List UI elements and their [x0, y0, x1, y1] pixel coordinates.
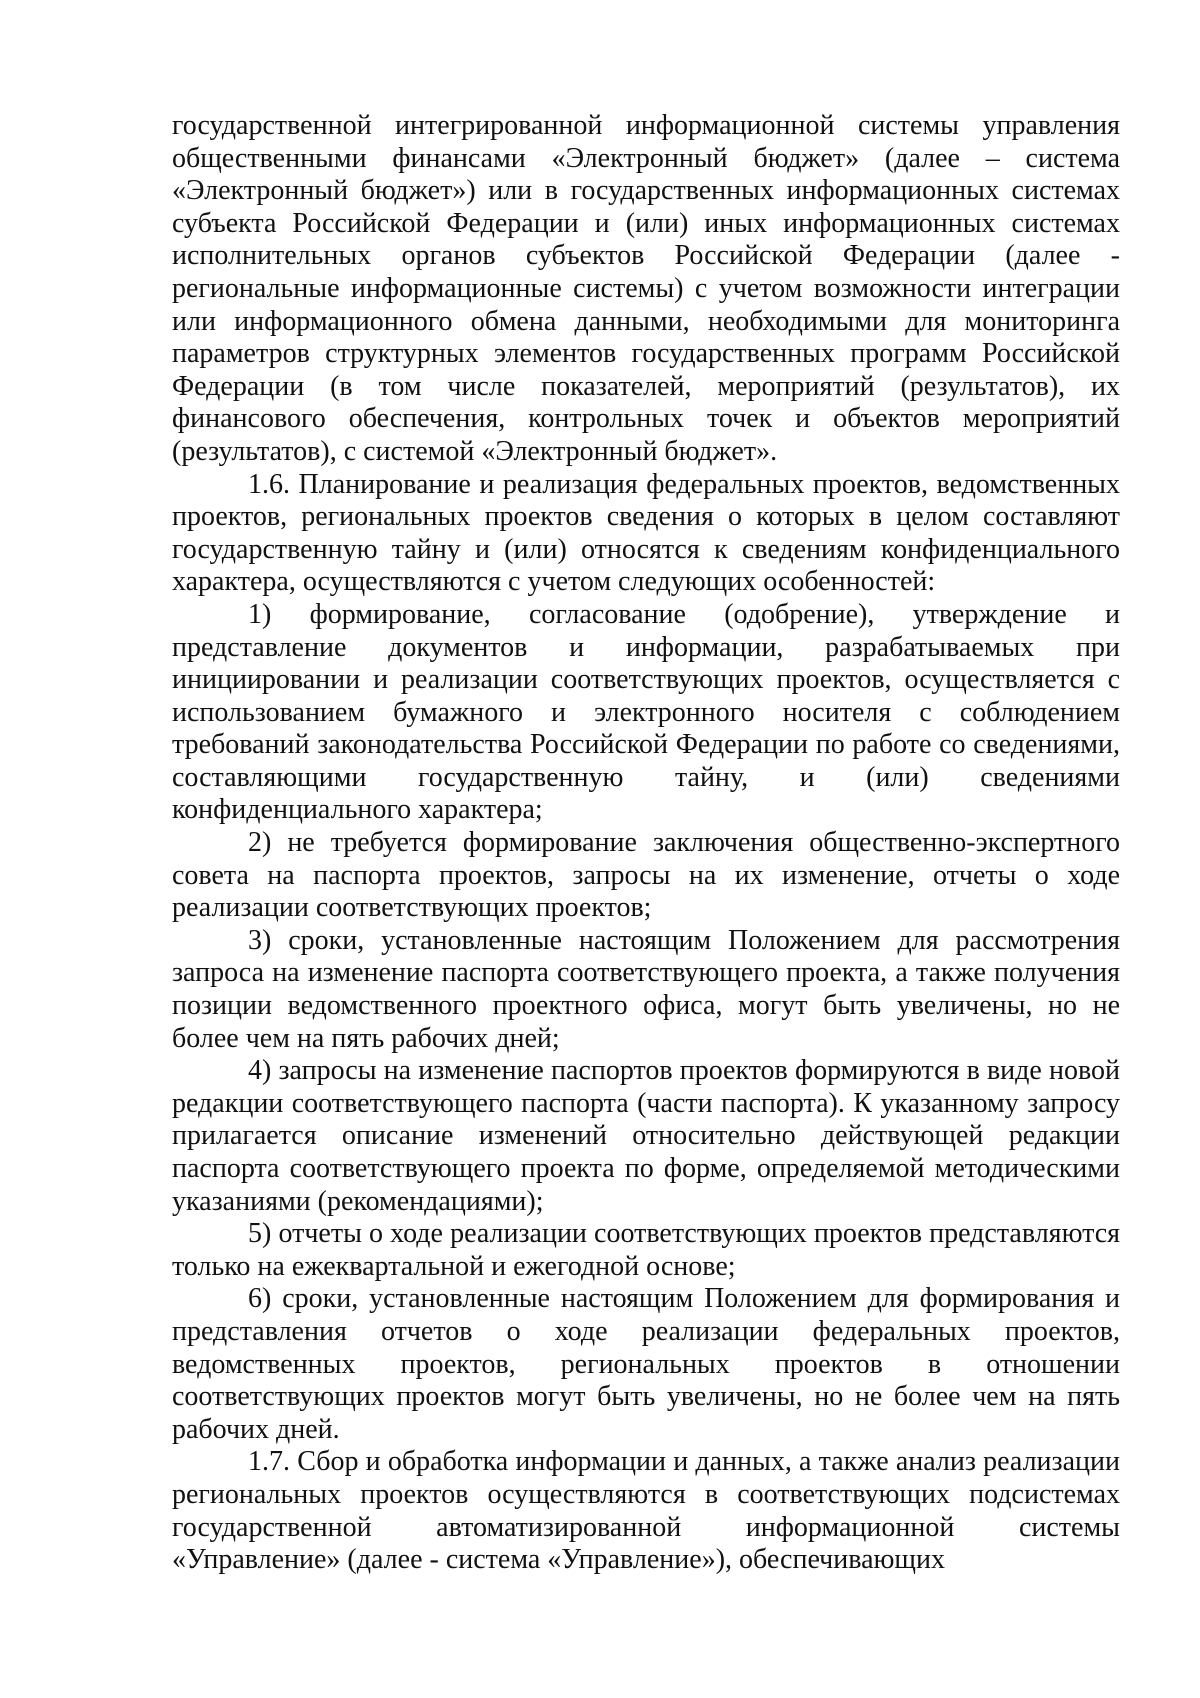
document-page: [172, 110, 1120, 1577]
list-item-5: 5) отчеты о ходе реализации соответствующих проектов представляются только на ежеквартальной и ежегодной основе;: [172, 1218, 1120, 1282]
list-item-1: 1) формирование, согласование (одобрение), утверждение и представление документов и информации, разрабатываемых при инициировании и реализации соответствующих проектов, осуществляется с использованием бумажного и электронного носителя с соблюдением требований законодательства Российской Федерации по работе со сведениями, составляющими государственную тайну, и (или) сведениями конфиденциального характера;: [172, 598, 1120, 826]
list-item-2: 2) не требуется формирование заключения общественно-экспертного совета на паспорта проектов, запросы на их изменение, отчеты о ходе реализации соответствующих проектов;: [172, 827, 1120, 924]
list-item-6: 6) сроки, установленные настоящим Положением для формирования и представления отчетов о ходе реализации федеральных проектов, ведомственных проектов, региональных проектов в отношении соответствующих проектов могут быть увеличены, но не более чем на пять рабочих дней.: [172, 1283, 1120, 1445]
list-item-3: 3) сроки, установленные настоящим Положением для рассмотрения запроса на изменение паспорта соответствующего проекта, а также получения позиции ведомственного проектного офиса, могут быть увеличены, но не более чем на пять рабочих дней;: [172, 924, 1120, 1054]
paragraph-clause-1-7: 1.7. Сбор и обработка информации и данных, а также анализ реализации региональных проектов осуществляются в соответствующих подсистемах государственной автоматизированной информационной системы «Управление» (далее - система «Управление»), обеспечивающих: [172, 1446, 1120, 1576]
paragraph-clause-1-6: 1.6. Планирование и реализация федеральных проектов, ведомственных проектов, региональных проектов сведения о которых в целом составляют государственную тайну и (или) относятся к сведениям конфиденциального характера, осуществляются с учетом следующих особенностей:: [172, 468, 1120, 598]
paragraph-continuation: государственной интегрированной информационной системы управления общественными финансами «Электронный бюджет» (далее – система «Электронный бюджет») или в государственных информационных системах субъекта Российской Федерации и (или) иных информационных системах исполнительных органов субъектов Российской Федерации (далее - региональные информационные системы) с учетом возможности интеграции или информационного обмена данными, необходимыми для мониторинга параметров структурных элементов государственных программ Российской Федерации (в том числе показателей, мероприятий (результатов), их финансового обеспечения, контрольных точек и объектов мероприятий (результатов), с системой «Электронный бюджет».: [172, 110, 1120, 467]
list-item-4: 4) запросы на изменение паспортов проектов формируются в виде новой редакции соответствующего паспорта (части паспорта). К указанному запросу прилагается описание изменений относительно действующей редакции паспорта соответствующего проекта по форме, определяемой методическими указаниями (рекомендациями);: [172, 1055, 1120, 1217]
